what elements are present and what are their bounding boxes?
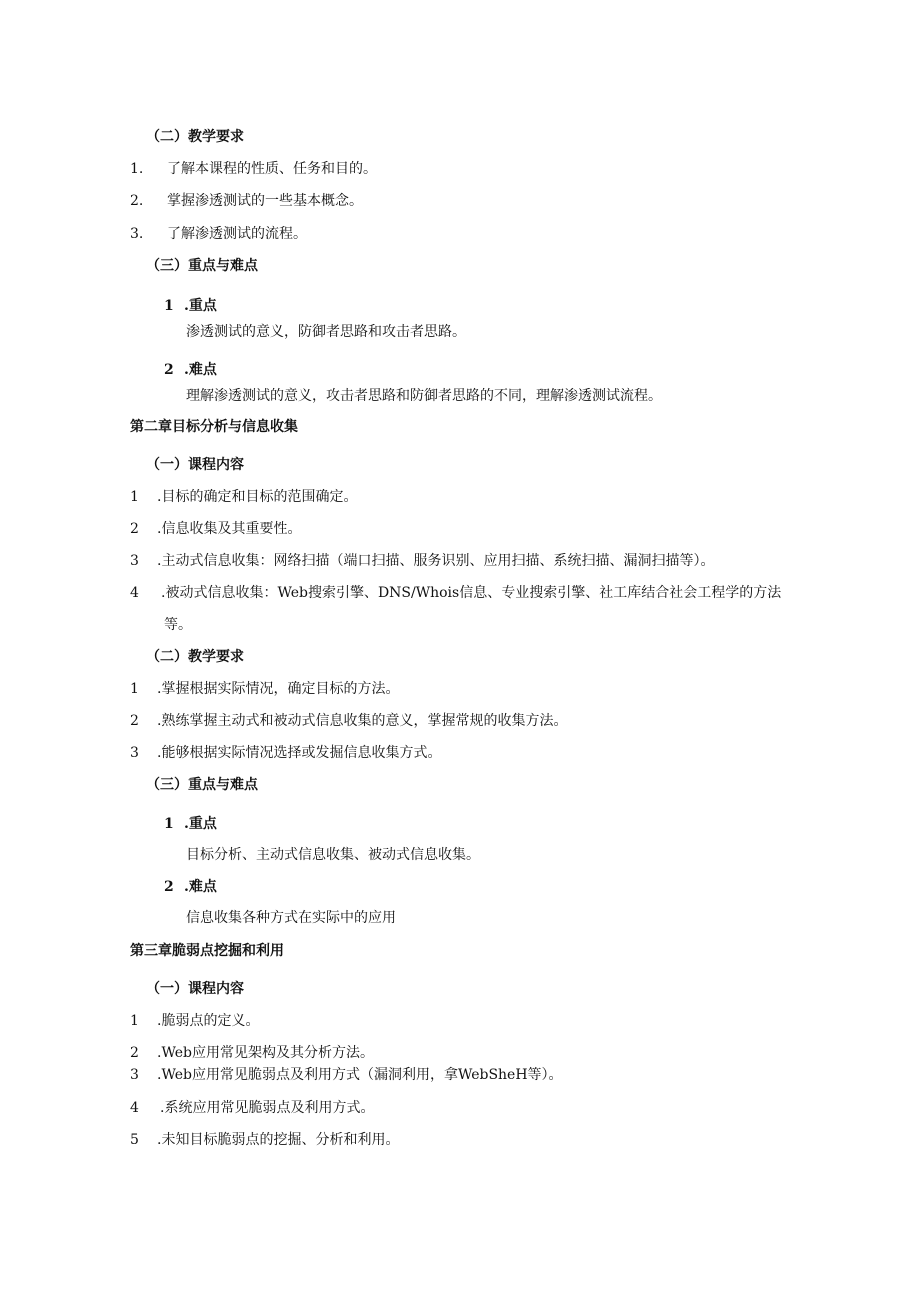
list-item <box>130 1012 259 1030</box>
list-item-text: .信息收集及其重要性。 <box>157 521 302 537</box>
list-item-text: 了解渗透测试的流程。 <box>167 226 307 242</box>
list-item-text: .掌握根据实际情况，确定目标的方法。 <box>157 681 400 697</box>
list-item-text: .Web应用常见脆弱点及利用方式（漏洞利用，拿WebSheH等）。 <box>157 1067 563 1083</box>
difficult-point-title: .难点 <box>184 362 217 378</box>
difficult-point-text: 理解渗透测试的意义，攻击者思路和防御者思路的不同，理解渗透测试流程。 <box>186 388 662 404</box>
list-item-number: 2. <box>130 193 144 209</box>
key-point-text: 渗透测试的意义，防御者思路和攻击者思路。 <box>186 324 466 340</box>
list-item-number: 3 <box>130 553 139 569</box>
list-item <box>130 192 363 210</box>
list-item <box>130 160 377 178</box>
list-item-number: 2 <box>130 713 139 729</box>
list-item-text: .熟练掌握主动式和被动式信息收集的意义，掌握常规的收集方法。 <box>157 713 568 729</box>
list-item-number: 4 <box>130 585 139 601</box>
key-point-text: 目标分析、主动式信息收集、被动式信息收集。 <box>186 847 480 863</box>
list-item <box>130 1131 399 1149</box>
difficult-point-label <box>164 878 217 896</box>
course-content-heading: （一）课程内容 <box>146 981 244 997</box>
list-item <box>130 1099 374 1117</box>
list-item-text: .系统应用常见脆弱点及利用方式。 <box>160 1100 375 1116</box>
list-item-number: 5 <box>130 1132 139 1148</box>
key-point-label <box>164 815 217 833</box>
difficult-point-number: 2 <box>164 362 174 378</box>
difficult-point-number: 2 <box>164 879 174 895</box>
key-point-number: 1 <box>164 298 174 314</box>
list-item-number: 2 <box>130 521 139 537</box>
list-item <box>130 584 781 602</box>
list-item-number: 3 <box>130 745 139 761</box>
key-point-title: .重点 <box>184 816 217 832</box>
course-content-heading: （一）课程内容 <box>146 457 244 473</box>
key-difficult-heading: （三）重点与难点 <box>146 258 258 274</box>
difficult-point-text: 信息收集各种方式在实际中的应用 <box>186 910 396 926</box>
list-item <box>130 552 714 570</box>
list-item <box>130 1044 374 1062</box>
list-item-text: .未知目标脆弱点的挖掘、分析和利用。 <box>157 1132 400 1148</box>
list-item-number: 1. <box>130 161 144 177</box>
teaching-requirements-heading: （二）教学要求 <box>146 129 244 145</box>
list-item-number: 1 <box>130 681 139 697</box>
list-item-text: .Web应用常见架构及其分析方法。 <box>157 1045 374 1061</box>
list-item-number: 4 <box>130 1100 139 1116</box>
list-item-text: .能够根据实际情况选择或发掘信息收集方式。 <box>157 745 442 761</box>
list-item <box>130 1066 563 1084</box>
key-point-title: .重点 <box>184 298 217 314</box>
list-item <box>130 712 567 730</box>
list-item-text: .目标的确定和目标的范围确定。 <box>157 489 358 505</box>
list-item-number: 3 <box>130 1067 139 1083</box>
list-item-number: 2 <box>130 1045 139 1061</box>
list-item-number: 1 <box>130 489 139 505</box>
list-item-text: .主动式信息收集：网络扫描（端口扫描、服务识别、应用扫描、系统扫描、漏洞扫描等）。 <box>157 553 715 569</box>
list-item-continuation: 等。 <box>164 617 192 633</box>
list-item-number: 3. <box>130 226 144 242</box>
list-item <box>130 744 441 762</box>
teaching-requirements-heading: （二）教学要求 <box>146 649 244 665</box>
key-point-number: 1 <box>164 816 174 832</box>
chapter-title: 第三章脆弱点挖掘和利用 <box>130 943 284 959</box>
list-item <box>130 520 301 538</box>
key-point-label <box>164 297 217 315</box>
difficult-point-title: .难点 <box>184 879 217 895</box>
list-item-text: .被动式信息收集：Web搜索引擎、DNS/Whois信息、专业搜索引擎、社工库结合社会工程学的方法 <box>161 585 782 601</box>
list-item <box>130 680 399 698</box>
list-item <box>130 225 307 243</box>
list-item-text: .脆弱点的定义。 <box>157 1013 260 1029</box>
list-item <box>130 488 357 506</box>
chapter-title: 第二章目标分析与信息收集 <box>130 419 298 435</box>
list-item-number: 1 <box>130 1013 139 1029</box>
list-item-text: 了解本课程的性质、任务和目的。 <box>167 161 377 177</box>
difficult-point-label <box>164 361 217 379</box>
list-item-text: 掌握渗透测试的一些基本概念。 <box>167 193 363 209</box>
key-difficult-heading: （三）重点与难点 <box>146 777 258 793</box>
